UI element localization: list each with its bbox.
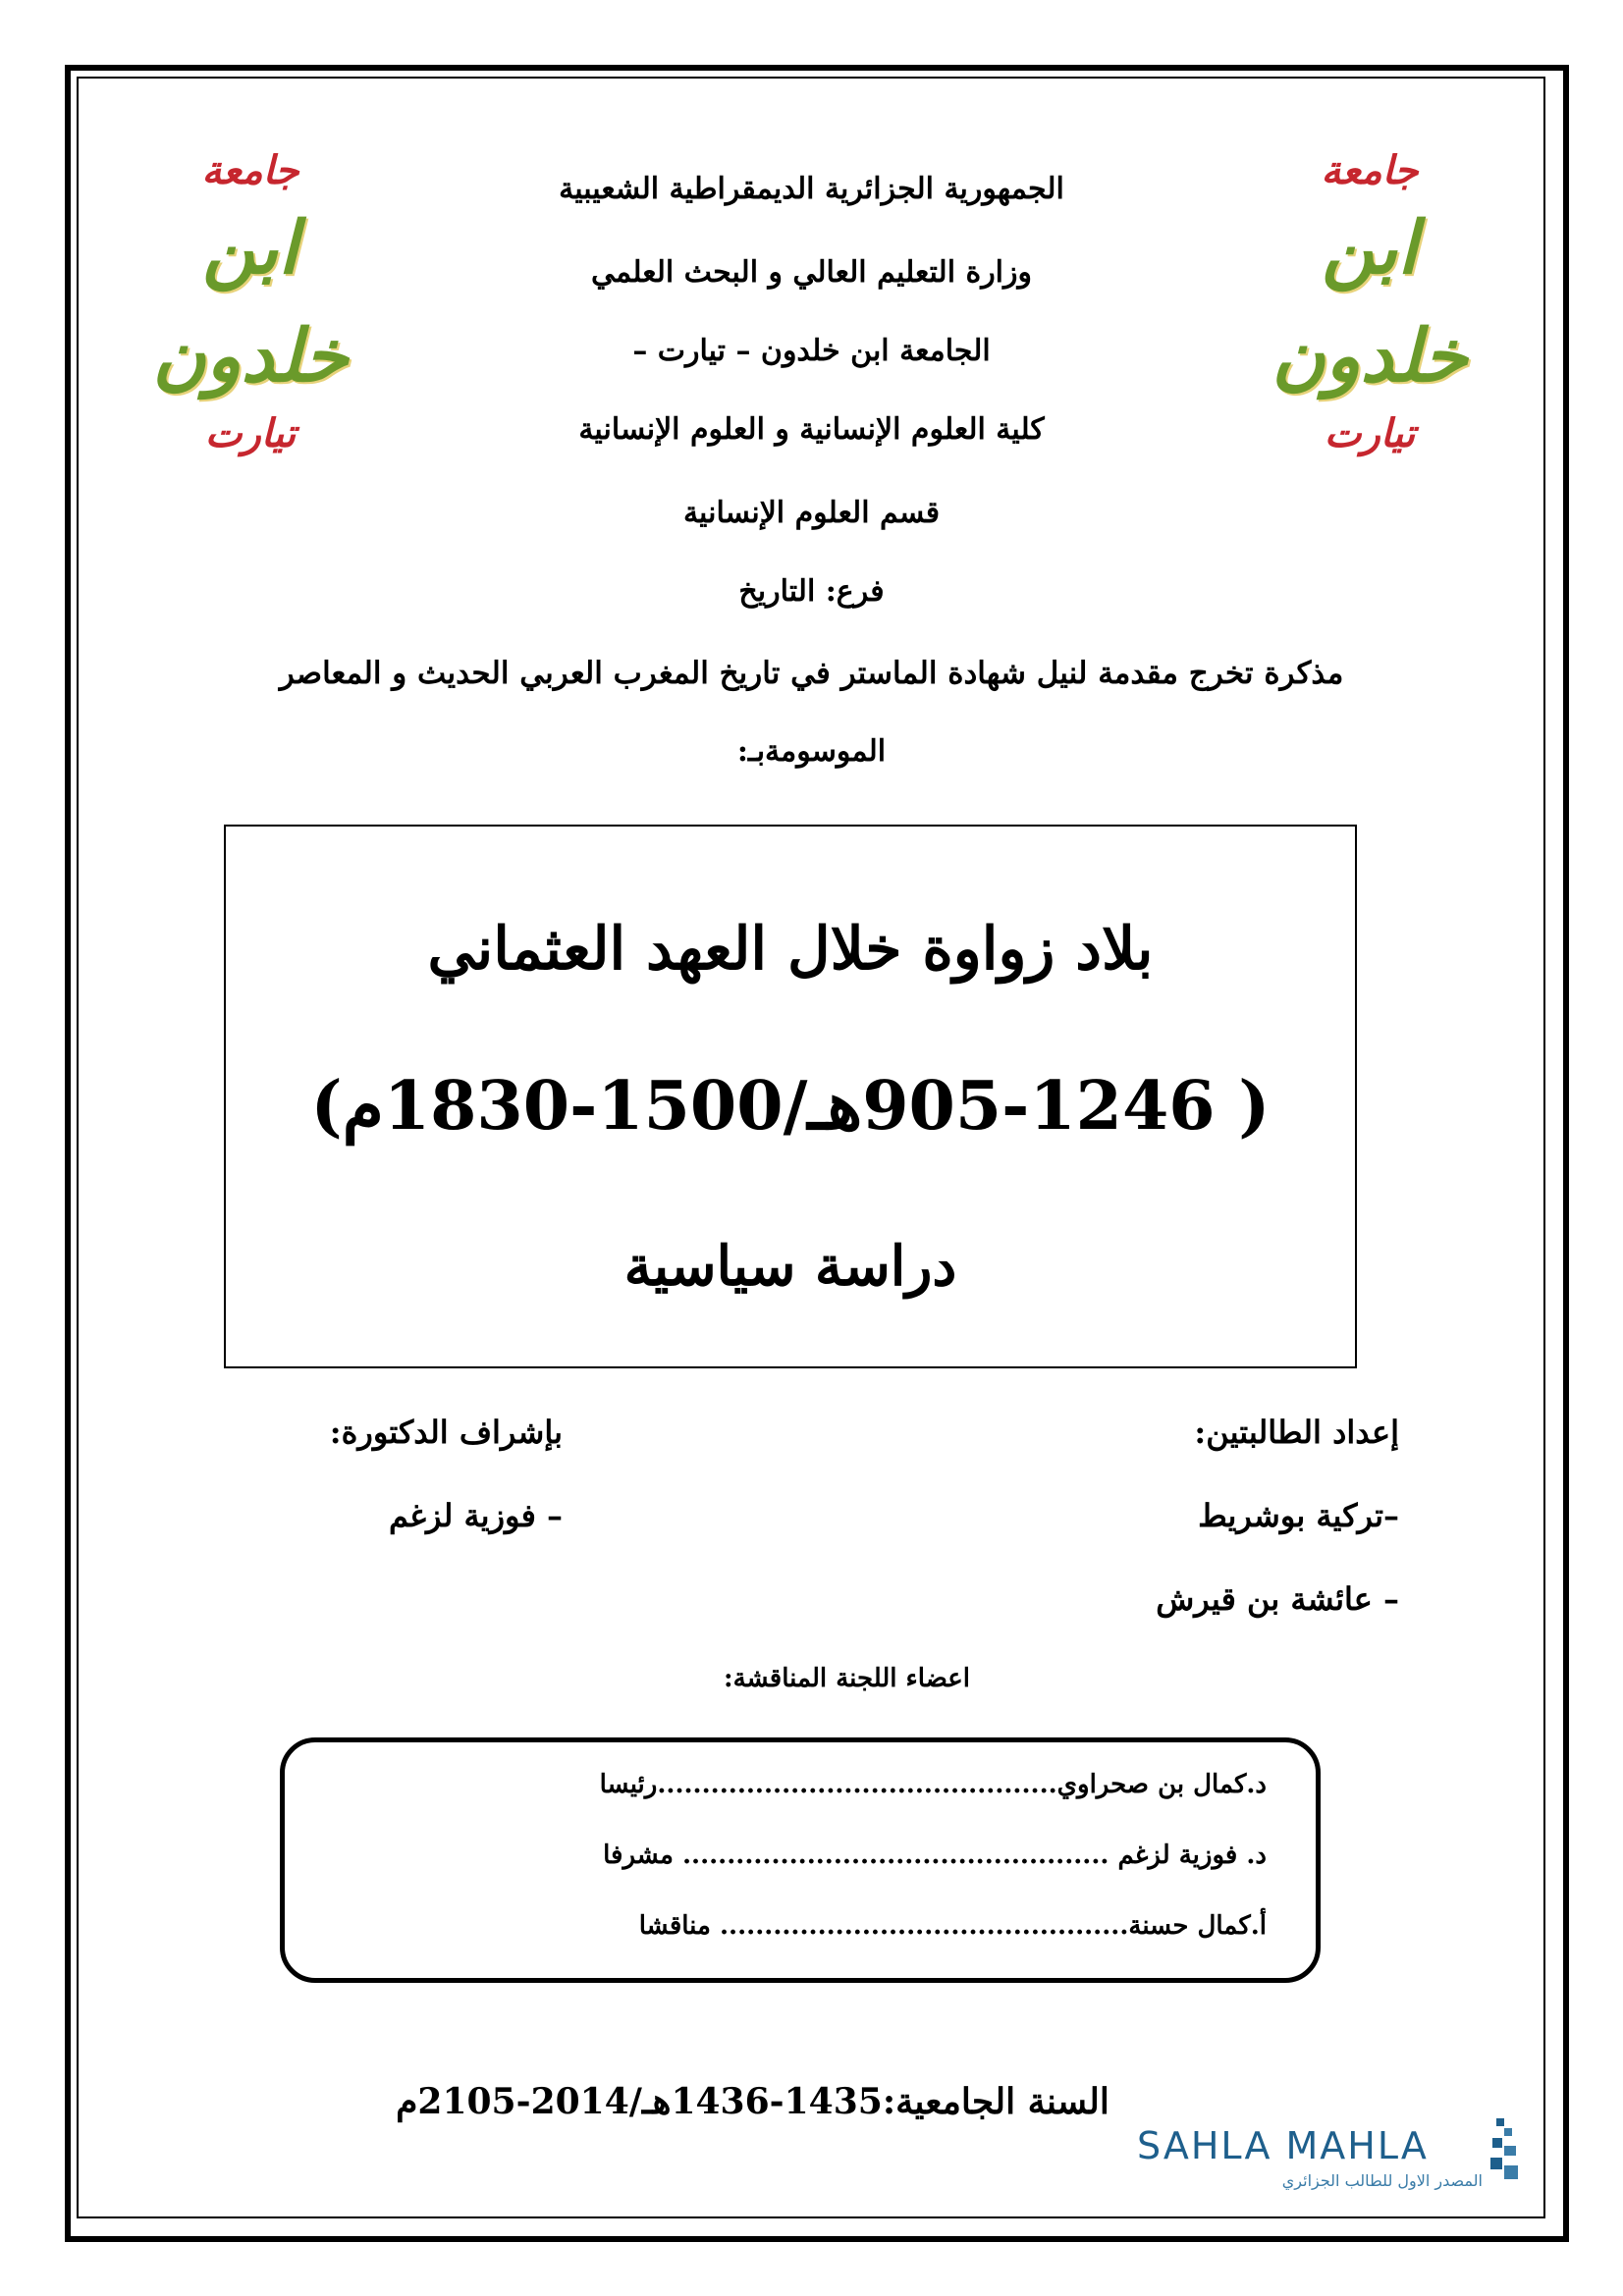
committee-box xyxy=(280,1737,1321,1983)
committee-member-3: أ.كمال حسنة.............................................. مناقشا xyxy=(638,1911,1267,1941)
memo-description: مذكرة تخرج مقدمة لنيل شهادة الماستر في تاريخ المغرب العربي الحديث و المعاصر xyxy=(279,656,1344,691)
committee-member-2: د. فوزية لزغم ................................................ مشرفا xyxy=(603,1841,1267,1870)
branch-name: فرع: التاريخ xyxy=(738,574,885,609)
logo-city: تيارت xyxy=(204,410,297,456)
faculty-name: كلية العلوم الإنسانية و العلوم الإنسانية xyxy=(578,412,1045,447)
logo-university-name: ابن خلدون xyxy=(1271,206,1468,399)
sahla-mahla-watermark xyxy=(1137,2124,1520,2203)
logo-university-name: ابن خلدون xyxy=(152,206,349,399)
logo-word-university: جامعة xyxy=(201,147,299,193)
watermark-brand: SAHLA MAHLA xyxy=(1137,2124,1429,2167)
students-label: إعداد الطالبتين: xyxy=(1194,1414,1399,1451)
committee-member-1: د.كمال بن صحراوي.............................................رئيسا xyxy=(599,1770,1267,1799)
thesis-title: بلاد زواوة خلال العهد العثماني xyxy=(427,915,1154,984)
republic-name: الجمهورية الجزائرية الديمقراطية الشعيبية xyxy=(559,172,1064,206)
thesis-period: ( 905-1246هـ/1500-1830م) xyxy=(310,1067,1271,1146)
watermark-tagline: المصدر الاول للطالب الجزائري xyxy=(1281,2171,1483,2190)
committee-label: اعضاء اللجنة المناقشة: xyxy=(724,1664,970,1693)
ministry-name: وزارة التعليم العالي و البحث العلمي xyxy=(591,255,1032,290)
student-name-1: –تركية بوشريط xyxy=(1198,1497,1399,1534)
logo-city: تيارت xyxy=(1324,410,1416,456)
supervisor-name: – فوزية لزغم xyxy=(388,1497,563,1534)
thesis-title-box xyxy=(224,825,1357,1368)
department-name: قسم العلوم الإنسانية xyxy=(682,496,941,530)
academic-year: السنة الجامعية:1435-1436هـ/2014-2105م xyxy=(396,2081,1109,2122)
university-name: الجامعة ابن خلدون – تيارت – xyxy=(632,334,991,368)
entitled-label: الموسومةبـ: xyxy=(736,734,887,769)
watermark-calligraphy-icon xyxy=(1487,2116,1520,2187)
student-name-2: – عائشة بن قيرش xyxy=(1156,1580,1399,1618)
supervisor-label: بإشراف الدكتورة: xyxy=(329,1414,563,1451)
thesis-subtitle: دراسة سياسية xyxy=(623,1234,957,1299)
logo-word-university: جامعة xyxy=(1321,147,1419,193)
